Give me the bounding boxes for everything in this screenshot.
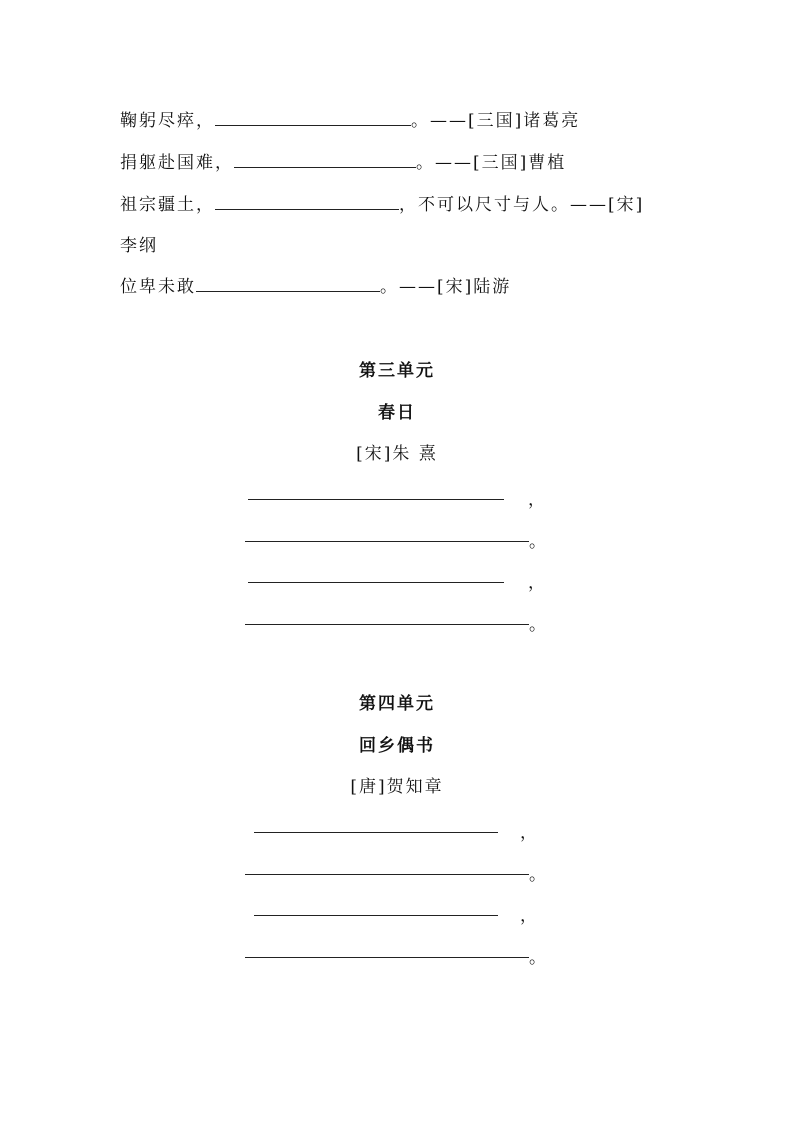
- quote-1-before: 鞠躬尽瘁，: [120, 111, 215, 131]
- unit3-line-2-blank[interactable]: [245, 541, 529, 542]
- quote-line-3: [120, 190, 644, 215]
- unit3-line-3-punct: ，: [528, 573, 545, 593]
- unit4-poem-title: 回乡偶书: [359, 736, 435, 756]
- quote-line-4: [120, 272, 511, 297]
- quote-3-after: ，不可以尺寸与人。——[宋]: [399, 195, 645, 215]
- unit3-poem-title: 春日: [378, 403, 416, 423]
- unit4-poem-author: [唐]贺知章: [350, 777, 444, 797]
- quote-3-blank[interactable]: [215, 193, 399, 210]
- unit4-line-1-punct: ，: [520, 823, 537, 843]
- quote-2-after: 。——[三国]曹植: [416, 153, 567, 173]
- quote-line-2: [120, 148, 566, 173]
- unit4-line-3-punct: ，: [520, 906, 537, 926]
- unit3-line-2-punct: 。: [529, 532, 546, 552]
- quote-3-before: 祖宗疆土，: [120, 195, 215, 215]
- quote-3-author: 李纲: [120, 236, 158, 256]
- unit3-heading: 第三单元: [359, 361, 435, 381]
- unit3-line-3-blank[interactable]: [248, 582, 504, 583]
- unit3-line-4-punct: 。: [529, 615, 546, 635]
- quote-1-after: 。——[三国]诸葛亮: [411, 111, 581, 131]
- unit4-line-1-blank[interactable]: [254, 832, 498, 833]
- unit4-line-2-punct: 。: [529, 865, 546, 885]
- quote-4-blank[interactable]: [196, 275, 380, 292]
- unit3-poem-author: [宋]朱 熹: [356, 444, 438, 464]
- quote-2-before: 捐躯赴国难，: [120, 153, 234, 173]
- unit4-line-3-blank[interactable]: [254, 915, 498, 916]
- unit3-line-1-blank[interactable]: [248, 499, 504, 500]
- quote-1-blank[interactable]: [215, 109, 411, 126]
- unit4-line-4-blank[interactable]: [245, 957, 529, 958]
- quote-4-before: 位卑未敢: [120, 277, 196, 297]
- quote-2-blank[interactable]: [234, 151, 416, 168]
- quote-4-after: 。——[宋]陆游: [380, 277, 512, 297]
- quote-line-3-continued: [120, 231, 158, 256]
- unit4-heading: 第四单元: [359, 694, 435, 714]
- unit4-line-4-punct: 。: [529, 948, 546, 968]
- quote-line-1: [120, 106, 580, 131]
- unit4-line-2-blank[interactable]: [245, 874, 529, 875]
- unit3-line-1-punct: ，: [528, 490, 545, 510]
- unit3-line-4-blank[interactable]: [245, 624, 529, 625]
